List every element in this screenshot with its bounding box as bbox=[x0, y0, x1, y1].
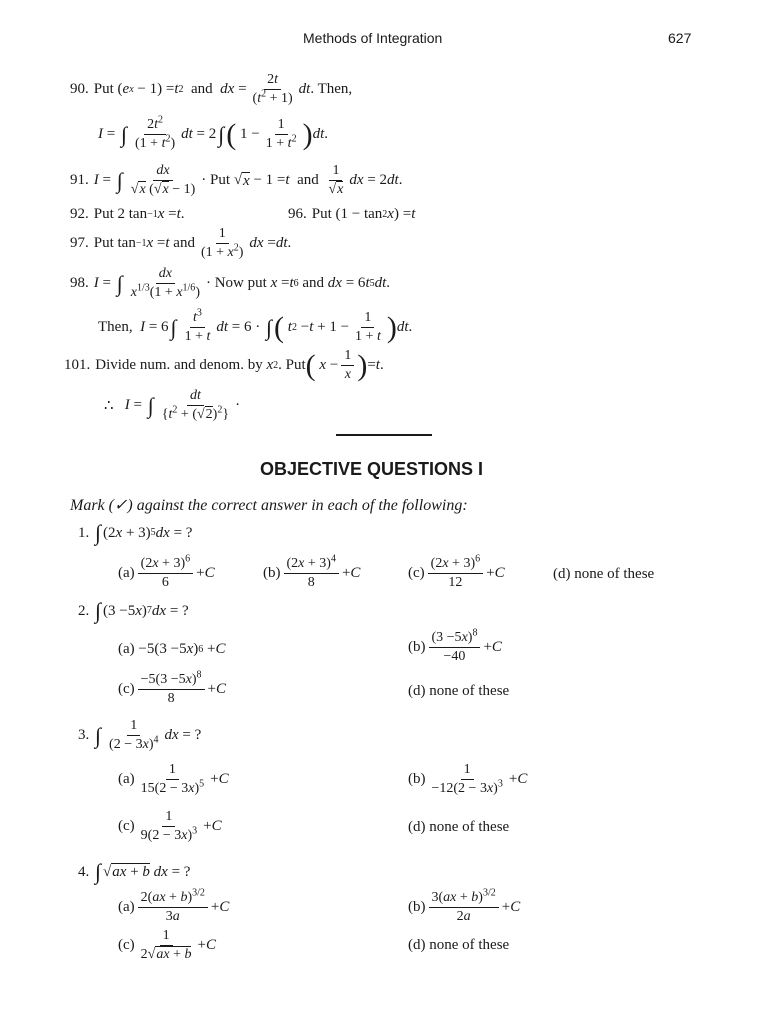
answer-label: 98. bbox=[70, 275, 89, 292]
option-2a[interactable]: (a) −5(3 −5 x ) 6 + C bbox=[118, 641, 226, 657]
option-label: (d) none of these bbox=[408, 937, 510, 953]
answer-label: 97. bbox=[70, 235, 89, 252]
option-1a[interactable]: (a) $\frac{(2x + 3)^6}{6}$ + C bbox=[118, 553, 215, 591]
running-header-title: Methods of Integration bbox=[303, 30, 443, 46]
answer-98: 98. I = ∫ $\frac{dx}{x^{1/3}(1 + x^{1/6})}$ · Now put x = t 6 and dx = 6 t 5 dt . bbox=[70, 266, 391, 301]
option-label: (b) bbox=[408, 639, 426, 656]
option-2c[interactable]: (c) $\frac{-5(3 -5x)^8}{8}$ + C bbox=[118, 669, 226, 707]
fraction: $\frac{1}{(1 + x^2)}$ bbox=[200, 226, 244, 261]
answer-text: . Put bbox=[278, 357, 306, 374]
answer-96: 96. Put (1 − tan 2 x ) = t bbox=[288, 206, 416, 222]
answer-90: 90. Put ( e x − 1) = t 2 and dx = $\frac{2t}{(t^2 + 1)}$ dt . Then, bbox=[70, 72, 353, 107]
answer-text: · Now put bbox=[205, 275, 267, 292]
answer-text: Then, bbox=[98, 319, 133, 336]
fraction: $\frac{1}{-12(2 - 3x)^3}$ bbox=[431, 762, 503, 797]
integral-sign: ∫ bbox=[218, 121, 225, 147]
integral-sign: ∫ bbox=[170, 314, 177, 340]
option-4c[interactable]: (c) $\frac{1}{2√ax + b}$ + C bbox=[118, 928, 216, 963]
option-label: (c) bbox=[118, 818, 135, 835]
fraction: $\frac{(3 -5x)^8}{-40}$ bbox=[429, 630, 481, 665]
option-label: (d) none of these bbox=[408, 683, 510, 699]
fraction: $\frac{dt}{\{t^2 + (√2)^2\}}$ bbox=[161, 388, 230, 423]
equation-line: ∴ I = ∫ $\frac{dt}{\{t^2 + (√2)^2\}}$ · bbox=[104, 388, 241, 423]
answer-97: 97. Put tan −1 x = t and $\frac{1}{(1 + x^2)}$ dx = dt . bbox=[70, 226, 292, 261]
answer-text: . Then, bbox=[310, 81, 353, 98]
answer-text: Put (1 − tan bbox=[311, 206, 383, 222]
question-2: 2. ∫ (3 −5 x ) 7 dx = ? bbox=[78, 598, 189, 623]
answer-label: 92. bbox=[70, 206, 89, 222]
fraction: $\frac{1}{1 + t}$ bbox=[355, 310, 381, 345]
integral-sign: ∫ bbox=[116, 167, 123, 193]
fraction: $\frac{(2x + 3)^4}{8}$ bbox=[284, 556, 339, 591]
fraction: $\frac{1}{√x}$ bbox=[328, 163, 344, 198]
fraction: $\frac{(2x + 3)^6}{6}$ bbox=[138, 556, 193, 591]
integral-sign: ∫ bbox=[95, 722, 102, 748]
fraction: $\frac{1}{(2 - 3x)^4}$ bbox=[109, 718, 159, 753]
fraction: $\frac{dx}{√x (√x - 1)}$ bbox=[130, 163, 196, 198]
answer-label: 91. bbox=[70, 172, 89, 189]
option-label: (c) bbox=[118, 937, 135, 954]
question-3: 3. ∫ $\frac{1}{(2 - 3x)^4}$ dx = ? bbox=[78, 718, 202, 753]
equation-line: I = ∫ $\frac{2t^2}{(1 + t^2)}$ dt = 2 ∫ ( 1 − $\frac{1}{1 + t^2}$ ) dt . bbox=[98, 114, 328, 152]
option-label: (b) bbox=[408, 899, 426, 916]
option-4b[interactable]: (b) $\frac{3(ax + b)^{3/2}}{2a}$ + C bbox=[408, 887, 521, 925]
option-4a[interactable]: (a) $\frac{2(ax + b)^{3/2}}{3a}$ + C bbox=[118, 887, 230, 925]
fraction: $\frac{(2x + 3)^6}{12}$ bbox=[428, 556, 483, 591]
option-label: (c) bbox=[118, 681, 135, 698]
option-label: (d) none of these bbox=[553, 566, 655, 582]
integral-sign: ∫ bbox=[95, 520, 102, 545]
question-number: 2. bbox=[78, 602, 90, 619]
section-divider bbox=[336, 434, 432, 436]
integral-sign: ∫ bbox=[95, 598, 102, 623]
instruction-text: Mark (✓) against the correct answer in each of the following: bbox=[70, 497, 468, 514]
fraction: $\frac{t^3}{1 + t}$ bbox=[184, 307, 211, 345]
integral-sign: ∫ bbox=[266, 314, 273, 340]
option-3b[interactable]: (b) $\frac{1}{-12(2 - 3x)^3}$ + C bbox=[408, 762, 528, 797]
answer-text: · Put bbox=[201, 172, 231, 189]
question-number: 1. bbox=[78, 524, 90, 541]
option-3a[interactable]: (a) $\frac{1}{15(2 - 3x)^5}$ + C bbox=[118, 762, 229, 797]
fraction: $\frac{1}{9(2 - 3x)^3}$ bbox=[140, 809, 198, 844]
fraction: $\frac{1}{1 + t^2}$ bbox=[265, 117, 297, 152]
fraction: $\frac{2t^2}{(1 + t^2)}$ bbox=[135, 114, 176, 152]
option-1d[interactable] bbox=[553, 566, 654, 583]
equation-line: Then, I = 6 ∫ $\frac{t^3}{1 + t}$ dt = 6 · ∫ ( t 2 − t + 1 − $\frac{1}{1 + t}$ ) dt . bbox=[98, 307, 413, 345]
option-4d[interactable] bbox=[408, 937, 509, 954]
answer-label: 96. bbox=[288, 206, 307, 222]
answer-text: Put tan bbox=[93, 235, 136, 252]
option-3d[interactable] bbox=[408, 819, 509, 836]
answer-text: and bbox=[190, 81, 213, 98]
answer-101: 101. Divide num. and denom. by x 2 . Put ( x − $\frac{1}{x}$ ) = t . bbox=[64, 348, 384, 383]
question-4: 4. ∫ √ ax + b dx = ? bbox=[78, 859, 191, 884]
option-3c[interactable]: (c) $\frac{1}{9(2 - 3x)^3}$ + C bbox=[118, 809, 222, 844]
option-label: (a) bbox=[118, 771, 135, 788]
integral-sign: ∫ bbox=[95, 859, 102, 884]
fraction: $\frac{3(ax + b)^{3/2}}{2a}$ bbox=[429, 890, 499, 925]
option-2b[interactable]: (b) $\frac{(3 -5x)^8}{-40}$ + C bbox=[408, 627, 502, 665]
integral-sign: ∫ bbox=[120, 121, 127, 147]
answer-text: Divide num. and denom. by bbox=[95, 357, 263, 374]
therefore-symbol: ∴ bbox=[104, 398, 114, 415]
option-label: (c) bbox=[408, 565, 425, 582]
fraction: $\frac{2(ax + b)^{3/2}}{3a}$ bbox=[138, 890, 208, 925]
fraction: $\frac{1}{2√ax + b}$ bbox=[140, 928, 192, 963]
answer-text: Put bbox=[93, 81, 114, 98]
question-number: 3. bbox=[78, 727, 90, 744]
answer-label: 101. bbox=[64, 357, 91, 374]
option-label: (a) bbox=[118, 565, 135, 582]
answer-text: and bbox=[302, 275, 325, 292]
page-number: 627 bbox=[668, 30, 692, 46]
answer-91: 91. I = ∫ $\frac{dx}{√x (√x - 1)}$ · Put √ x − 1 = t and $\frac{1}{√x}$ dx = 2 dt . bbox=[70, 163, 403, 198]
option-label: (a) bbox=[118, 899, 135, 916]
section-title: OBJECTIVE QUESTIONS I bbox=[260, 459, 484, 479]
option-1b[interactable]: (b) $\frac{(2x + 3)^4}{8}$ + C bbox=[263, 553, 361, 591]
fraction: $\frac{2t}{(t^2 + 1)}$ bbox=[252, 72, 293, 107]
integral-sign: ∫ bbox=[147, 392, 154, 418]
option-label: (d) none of these bbox=[408, 819, 510, 835]
fraction: $\frac{1}{15(2 - 3x)^5}$ bbox=[140, 762, 205, 797]
answer-text: and bbox=[297, 172, 319, 189]
answer-text: Put 2 tan bbox=[93, 206, 148, 222]
answer-label: 90. bbox=[70, 81, 89, 98]
option-2d[interactable] bbox=[408, 683, 509, 700]
option-label: (b) bbox=[263, 565, 281, 582]
fraction: $\frac{-5(3 -5x)^8}{8}$ bbox=[138, 672, 205, 707]
option-label: (a) bbox=[118, 641, 135, 657]
option-1c[interactable]: (c) $\frac{(2x + 3)^6}{12}$ + C bbox=[408, 553, 505, 591]
option-label: (b) bbox=[408, 771, 426, 788]
question-number: 4. bbox=[78, 863, 90, 880]
fraction: $\frac{1}{x}$ bbox=[341, 348, 354, 383]
answer-text: and bbox=[173, 235, 195, 252]
integral-sign: ∫ bbox=[116, 270, 123, 296]
answer-92: 92. Put 2 tan −1 x = t . bbox=[70, 206, 185, 222]
fraction: $\frac{dx}{x^{1/3}(1 + x^{1/6})}$ bbox=[130, 266, 200, 301]
question-1: 1. ∫ (2 x + 3) 5 dx = ? bbox=[78, 520, 193, 545]
